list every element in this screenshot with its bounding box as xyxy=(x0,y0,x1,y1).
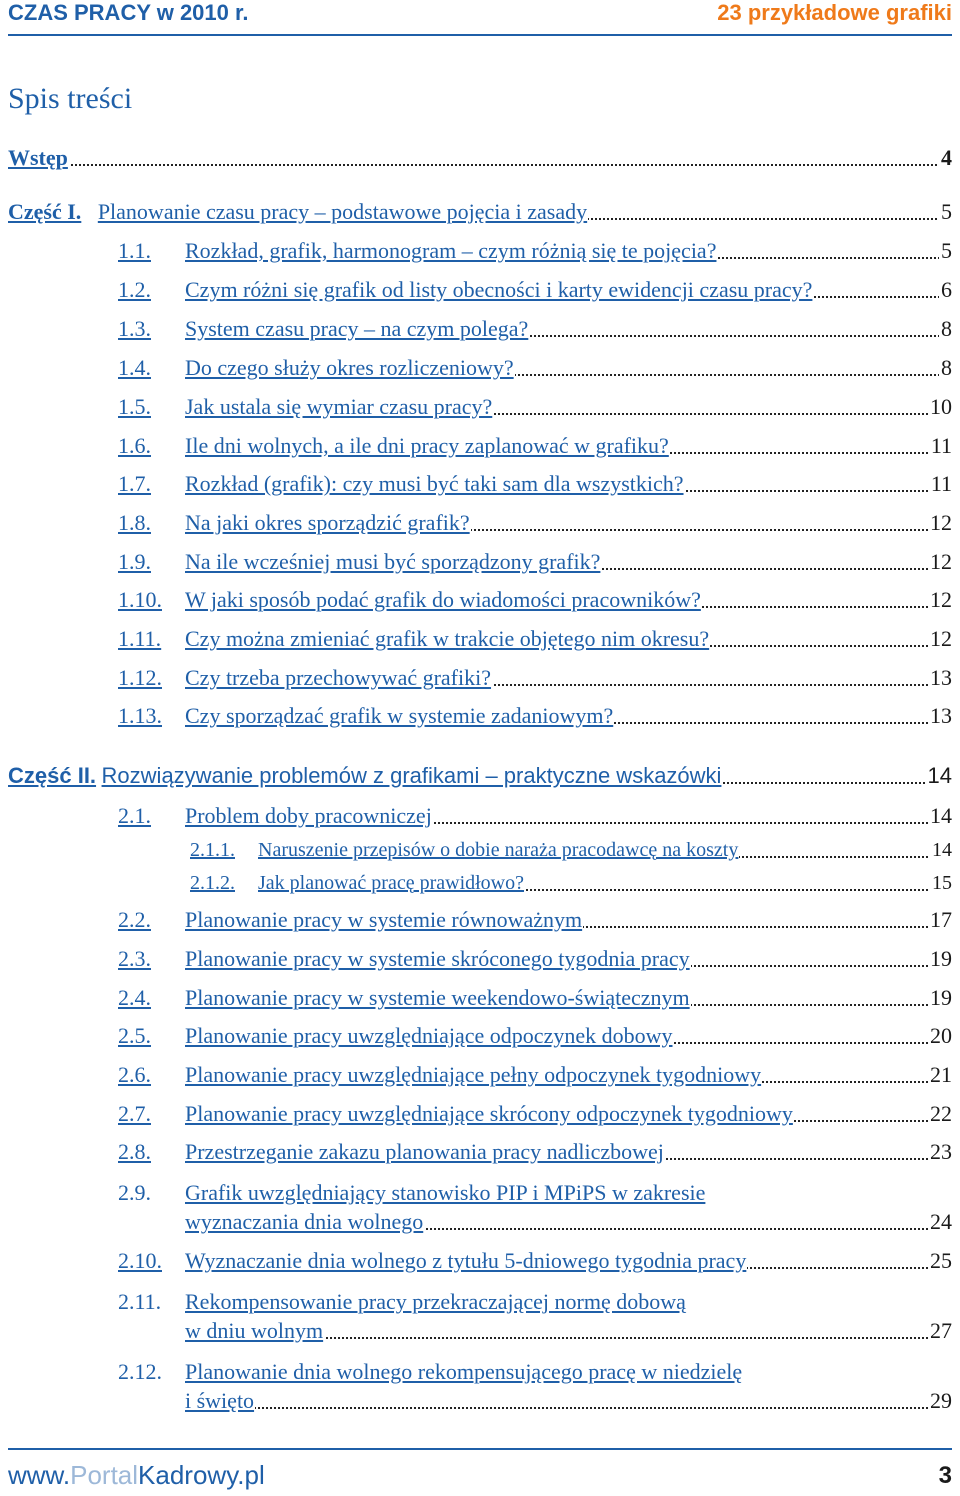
toc-entry-page: 13 xyxy=(930,665,952,690)
toc-entry-label: 2.2. Planowanie pracy w systemie równoważnym xyxy=(118,907,583,932)
toc-entry-2-12[interactable] xyxy=(118,1387,952,1415)
header-subtitle: 23 przykładowe grafiki xyxy=(717,0,952,25)
toc-entry-page: 12 xyxy=(930,587,952,612)
toc-entry-label: 2.4. Planowanie pracy w systemie weekendowo-świątecznym xyxy=(118,985,690,1010)
toc-entry-1-1[interactable] xyxy=(118,237,952,265)
toc-entry-label: 1.1. Rozkład, grafik, harmonogram – czym różnią się te pojęcia? xyxy=(118,238,717,263)
toc-entry-page: 19 xyxy=(930,946,952,971)
footer-divider xyxy=(8,1448,952,1450)
toc-entry-label: 2.1.1. Naruszenie przepisów o dobie naraża pracodawcę na koszty xyxy=(190,836,739,864)
toc-entry-label: 1.12. Czy trzeba przechowywać grafiki? xyxy=(118,665,492,690)
toc-entry-label: wyznaczania dnia wolnego xyxy=(118,1208,424,1236)
toc-entry-page: 6 xyxy=(941,277,952,302)
toc-entry-page: 20 xyxy=(930,1023,952,1048)
toc-entry-label: 1.9. Na ile wcześniej musi być sporządzony grafik? xyxy=(118,549,601,574)
toc-entry-1-3[interactable] xyxy=(118,315,952,343)
toc-entry-page: 29 xyxy=(930,1388,952,1413)
toc-entry-page: 14 xyxy=(930,836,952,864)
toc-entry-label: 1.7. Rozkład (grafik): czy musi być taki sam dla wszystkich? xyxy=(118,471,684,496)
toc-entry-label: 1.10. W jaki sposób podać grafik do wiadomości pracowników? xyxy=(118,587,701,612)
toc-entry-page: 5 xyxy=(941,238,952,263)
toc-entry-label: 2.3. Planowanie pracy w systemie skróconego tygodnia pracy xyxy=(118,946,690,971)
toc-entry-page: 24 xyxy=(930,1209,952,1234)
toc-entry-1-2[interactable] xyxy=(118,276,952,304)
toc-entry-part2[interactable] xyxy=(8,762,952,790)
toc-entry-label: 2.6. Planowanie pracy uwzględniające pełny odpoczynek tygodniowy xyxy=(118,1062,762,1087)
toc-entry-label: 2.1.2. Jak planować pracę prawidłowo? xyxy=(190,869,525,897)
toc-entry-1-9[interactable] xyxy=(118,548,952,576)
toc-entry-1-12[interactable] xyxy=(118,664,952,692)
toc-entry-2-7[interactable] xyxy=(118,1100,952,1128)
toc-entry-page: 8 xyxy=(941,355,952,380)
toc-entry-2-2[interactable] xyxy=(118,906,952,934)
toc-entry-page: 14 xyxy=(927,763,952,788)
toc-entry-page: 15 xyxy=(930,869,952,897)
toc-entry-1-13[interactable] xyxy=(118,702,952,730)
toc-entry-2-11[interactable] xyxy=(118,1317,952,1345)
toc-entry-label: Część II. Rozwiązywanie problemów z grafikami – praktyczne wskazówki xyxy=(8,763,722,788)
toc-entry-label: 1.11. Czy można zmieniać grafik w trakcie objętego nim okresu? xyxy=(118,626,710,651)
toc-entry-label: w dniu wolnym xyxy=(118,1317,324,1345)
toc-entry-label: 1.13. Czy sporządzać grafik w systemie zadaniowym? xyxy=(118,703,614,728)
toc-entry-label: 2.5. Planowanie pracy uwzględniające odpoczynek dobowy xyxy=(118,1023,673,1048)
toc-entry-page: 11 xyxy=(930,433,952,458)
toc-entry-2-1[interactable] xyxy=(118,802,952,830)
toc-entry-2-1-1[interactable] xyxy=(190,836,952,864)
toc-entry-label: Część I. Planowanie czasu pracy – podstawowe pojęcia i zasady xyxy=(8,199,588,224)
toc-entry-2-1-2[interactable] xyxy=(190,869,952,897)
toc-title: Spis treści xyxy=(8,82,133,115)
toc-entry-label-line1[interactable]: 2.12. Planowanie dnia wolnego rekompensującego pracę w niedzielę xyxy=(118,1359,743,1384)
toc-entry-page: 12 xyxy=(930,626,952,651)
toc-entry-page: 13 xyxy=(930,703,952,728)
toc-entry-label: 1.5. Jak ustala się wymiar czasu pracy? xyxy=(118,394,493,419)
toc-entry-1-5[interactable] xyxy=(118,393,952,421)
toc-entry-label: i święto xyxy=(118,1387,255,1415)
header-title: CZAS PRACY w 2010 r. xyxy=(8,0,249,25)
toc-entry-label: Wstęp xyxy=(8,145,68,170)
toc-entry-intro[interactable] xyxy=(8,144,952,172)
toc-entry-2-5[interactable] xyxy=(118,1022,952,1050)
toc-entry-2-9[interactable] xyxy=(118,1208,952,1236)
toc-entry-1-10[interactable] xyxy=(118,586,952,614)
toc-entry-2-3[interactable] xyxy=(118,945,952,973)
toc-entry-1-7[interactable] xyxy=(118,470,952,498)
footer-page-number: 3 xyxy=(938,1462,952,1489)
toc-entry-1-8[interactable] xyxy=(118,509,952,537)
toc-entry-2-6[interactable] xyxy=(118,1061,952,1089)
toc-entry-label-line1[interactable]: 2.9. Grafik uwzględniający stanowisko PIP i MPiPS w zakresie xyxy=(118,1180,706,1205)
toc-entry-page: 23 xyxy=(930,1139,952,1164)
toc-entry-1-6[interactable] xyxy=(118,432,952,460)
toc-entry-page: 4 xyxy=(941,145,952,170)
toc-entry-page: 22 xyxy=(930,1101,952,1126)
toc-entry-1-4[interactable] xyxy=(118,354,952,382)
toc-entry-part1[interactable] xyxy=(8,198,952,226)
leader-dots xyxy=(8,164,952,166)
page-header xyxy=(8,0,952,36)
toc-entry-page: 19 xyxy=(930,985,952,1010)
toc-entry-label: 2.10. Wyznaczanie dnia wolnego z tytułu 5-dniowego tygodnia pracy xyxy=(118,1248,747,1273)
toc-entry-page: 8 xyxy=(941,316,952,341)
toc-entry-page: 17 xyxy=(930,907,952,932)
toc-entry-label: 1.8. Na jaki okres sporządzić grafik? xyxy=(118,510,470,535)
toc-entry-1-11[interactable] xyxy=(118,625,952,653)
toc-entry-label: 1.2. Czym różni się grafik od listy obecności i karty ewidencji czasu pracy? xyxy=(118,277,813,302)
toc-entry-page: 14 xyxy=(930,803,952,828)
toc-entry-page: 12 xyxy=(930,549,952,574)
toc-entry-2-10[interactable] xyxy=(118,1247,952,1275)
toc-entry-label: 1.6. Ile dni wolnych, a ile dni pracy zaplanować w grafiku? xyxy=(118,433,669,458)
toc-entry-page: 27 xyxy=(930,1318,952,1343)
toc-entry-label: 2.7. Planowanie pracy uwzględniające skrócony odpoczynek tygodniowy xyxy=(118,1101,793,1126)
toc-entry-page: 5 xyxy=(941,199,952,224)
toc-entry-2-4[interactable] xyxy=(118,984,952,1012)
toc-entry-2-8[interactable] xyxy=(118,1138,952,1166)
toc-entry-label-line1[interactable]: 2.11. Rekompensowanie pracy przekraczającej normę dobową xyxy=(118,1289,686,1314)
footer-site[interactable]: www.PortalKadrowy.pl xyxy=(8,1460,265,1490)
toc-entry-page: 21 xyxy=(930,1062,952,1087)
toc-entry-label: 1.4. Do czego służy okres rozliczeniowy? xyxy=(118,355,514,380)
toc-entry-label: 1.3. System czasu pracy – na czym polega? xyxy=(118,316,529,341)
toc-entry-page: 25 xyxy=(930,1248,952,1273)
toc-entry-page: 12 xyxy=(930,510,952,535)
toc-entry-page: 10 xyxy=(930,394,952,419)
toc-entry-page: 11 xyxy=(930,471,952,496)
toc-entry-label: 2.1. Problem doby pracowniczej xyxy=(118,803,432,828)
toc-entry-label: 2.8. Przestrzeganie zakazu planowania pracy nadliczbowej xyxy=(118,1139,664,1164)
